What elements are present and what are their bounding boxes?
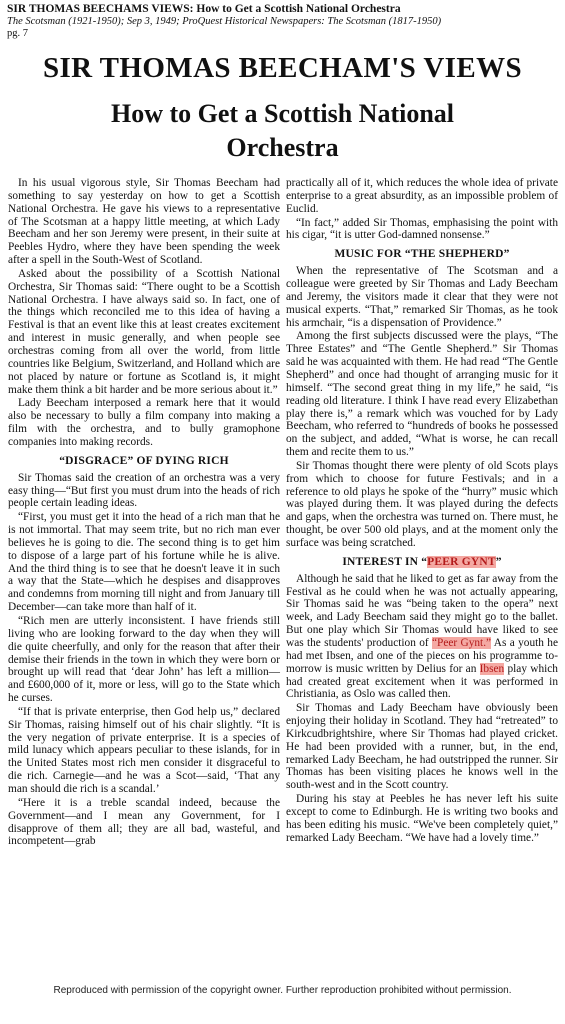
paragraph: “First, you must get it into the head of a rich man that he is not immortal. That may seem trite, but no rich man ever believes he is going to die. The second thing is to get him to dispose of a large part of his fortune while he is alive. And the third thing is to see that he doesn't leave it in such a way that the State—which he despises and disapproves and condemns from morning till night and from January till December—can take more than half of it. <box>8 511 280 614</box>
document-header <box>7 3 559 40</box>
heading-text: ” <box>495 555 502 568</box>
section-heading: “DISGRACE” OF DYING RICH <box>59 454 229 467</box>
text-run: As a youth he had met Ibsen, and one of the pieces on his programme to-morrow is music written by Delius for an <box>286 637 558 675</box>
article-subheadline: How to Get a Scottish National Orchestra <box>110 99 455 162</box>
paragraph: “Rich men are utterly inconsistent. I have friends still living who are looking forward to the day when they will die quite cheerfully, and only for the reason that after their demise their friends in the town in which they were born or brought up will read that ‘dear John’ has left a million—and £600,000 of it, more or less, will go to the State which he curses. <box>8 615 280 705</box>
article-right-column <box>286 177 558 846</box>
paragraph: During his stay at Peebles he has never left his suite except to come to Edinburgh. He is writing two books and has been editing his music. “We've been completely quiet,” remarked Lady Beecham. “We have had a lovely time.” <box>286 793 558 844</box>
paragraph: In his usual vigorous style, Sir Thomas Beecham had something to say yesterday on how to get a Scottish National Orchestra. He gave his views to a representative of The Scotsman at a happy little meeting, at which Lady Beecham and her son Jeremy were present, in their suite at Peebles Hydro, where they have been spending the week after a spell in the South-West of Scotland. <box>8 177 280 267</box>
paragraph: Lady Beecham interposed a remark here that it would also be necessary to bully a film company into making a film with the orchestra, and to bully gramophone companies into making records. <box>8 397 280 448</box>
record-title: SIR THOMAS BEECHAMS VIEWS: How to Get a Scottish National Orchestra <box>7 3 401 15</box>
record-source: The Scotsman (1921-1950); Sep 3, 1949; ProQuest Historical Newspapers: The Scotsman (1817-1950) <box>7 16 442 27</box>
paragraph: Sir Thomas and Lady Beecham have obviously been enjoying their holiday in Scotland. They had “retreated” to Kirkcudbrightshire, where Sir Thomas had played cricket. He had been provided with a runner, but, in the end, remarked Lady Beecham, he had outstripped the runner. Sir Thomas has been visiting places he knows well in the south-west and in the Scott country. <box>286 702 558 792</box>
paragraph: Among the first subjects discussed were the plays, “The Three Estates” and “The Gentle Shepherd.” Sir Thomas said he was acquainted with them. He had read “The Gentle Shepherd” and once had thought of arranging music for it himself. “The second great thing in my life,” he said, “is reading old literature. I think I have read every Elizabethan play there is,” a remark which was vouched for by Lady Beecham, who referred to “hundreds of books he possessed on the subject, and added, “What is worse, he can recall them and recite them to us.” <box>286 330 558 459</box>
section-heading <box>286 555 558 569</box>
article-left-column <box>8 177 280 849</box>
paragraph: practically all of it, which reduces the whole idea of private enterprise to a great absurdity, as an impossible problem of Euclid. <box>286 177 558 215</box>
paragraph: Sir Thomas thought there were plenty of old Scots plays from which to choose for future Festivals; and in a reference to old plays he spoke of the “hurry” music which was played during them. It was played during the defects and gaps, when the orchestra was turned on. There must, he thought, be over 500 old plays, and at the moment only the surface was being scratched. <box>286 459 558 549</box>
paragraph: Asked about the possibility of a Scottish National Orchestra, Sir Thomas said: “There ought to be a Scottish National Orchestra. I have always said so. In fact, one of the things which reconciled me to this idea of having a Festival is that an event like this at least creates excitement and interest in music generally, and when people see orchestras coming from all over the world, from little countries like Belgium, Switzerland, and Holland which are not placed by nature or fortune as Scotland is, it might make them think a bit harder and be more serious about it.” <box>8 267 280 396</box>
copyright-notice: Reproduced with permission of the copyright owner. Further reproduction prohibited without permission. <box>53 985 512 996</box>
paragraph <box>286 573 558 701</box>
text-run: Although he said that he liked to get as far away from the Festival as he could when he was not actually appearing, Sir Thomas said he was “being taken to the opera” next week, and Lady Beecham said they might go to the ballet. But one play which Sir Thomas would have liked to see was the students' production of <box>286 572 558 649</box>
paragraph: “If that is private enterprise, then God help us,” declared Sir Thomas, raising himself out of his chair slightly. “It is the very negation of private enterprise. It is a species of mild lunacy which appears peculiar to these islands, for in the United States most rich men consider it disgraceful to die rich. Carnegie—and he was a Scot—said, ‘That any man should die rich is a scandal.’ <box>8 705 280 795</box>
paragraph: “In fact,” added Sir Thomas, emphasising the point with his cigar, “it is utter God-damned nonsense.” <box>286 216 558 242</box>
search-highlight: Ibsen <box>479 662 505 675</box>
search-highlight: “Peer Gynt.” <box>432 637 492 649</box>
section-heading: MUSIC FOR “THE SHEPHERD” <box>334 248 510 261</box>
paragraph: Sir Thomas said the creation of an orchestra was a very easy thing—“But first you must drum into the heads of rich people certain leading ideas. <box>8 471 280 510</box>
paragraph: When the representative of The Scotsman and a colleague were greeted by Sir Thomas and Lady Beecham and Jeremy, the visitors made it clear that they were not musical experts. “That,” remarked Sir Thomas, as he took his armchair, “is a dispensation of Providence.” <box>286 265 558 329</box>
article-headline: SIR THOMAS BEECHAM'S VIEWS <box>42 52 523 84</box>
text-run: play which had created great excitement when it was performed in Christiania, as Oslo was called then. <box>286 662 558 701</box>
record-page: pg. 7 <box>7 28 28 39</box>
heading-text: INTEREST IN “ <box>342 555 428 568</box>
paragraph: “Here it is a treble scandal indeed, because the Government—and I mean any Government, for I disapprove of them all; they are all bad, wasteful, and incompetent—grab <box>8 796 280 848</box>
search-highlight: PEER GYNT <box>427 555 496 568</box>
